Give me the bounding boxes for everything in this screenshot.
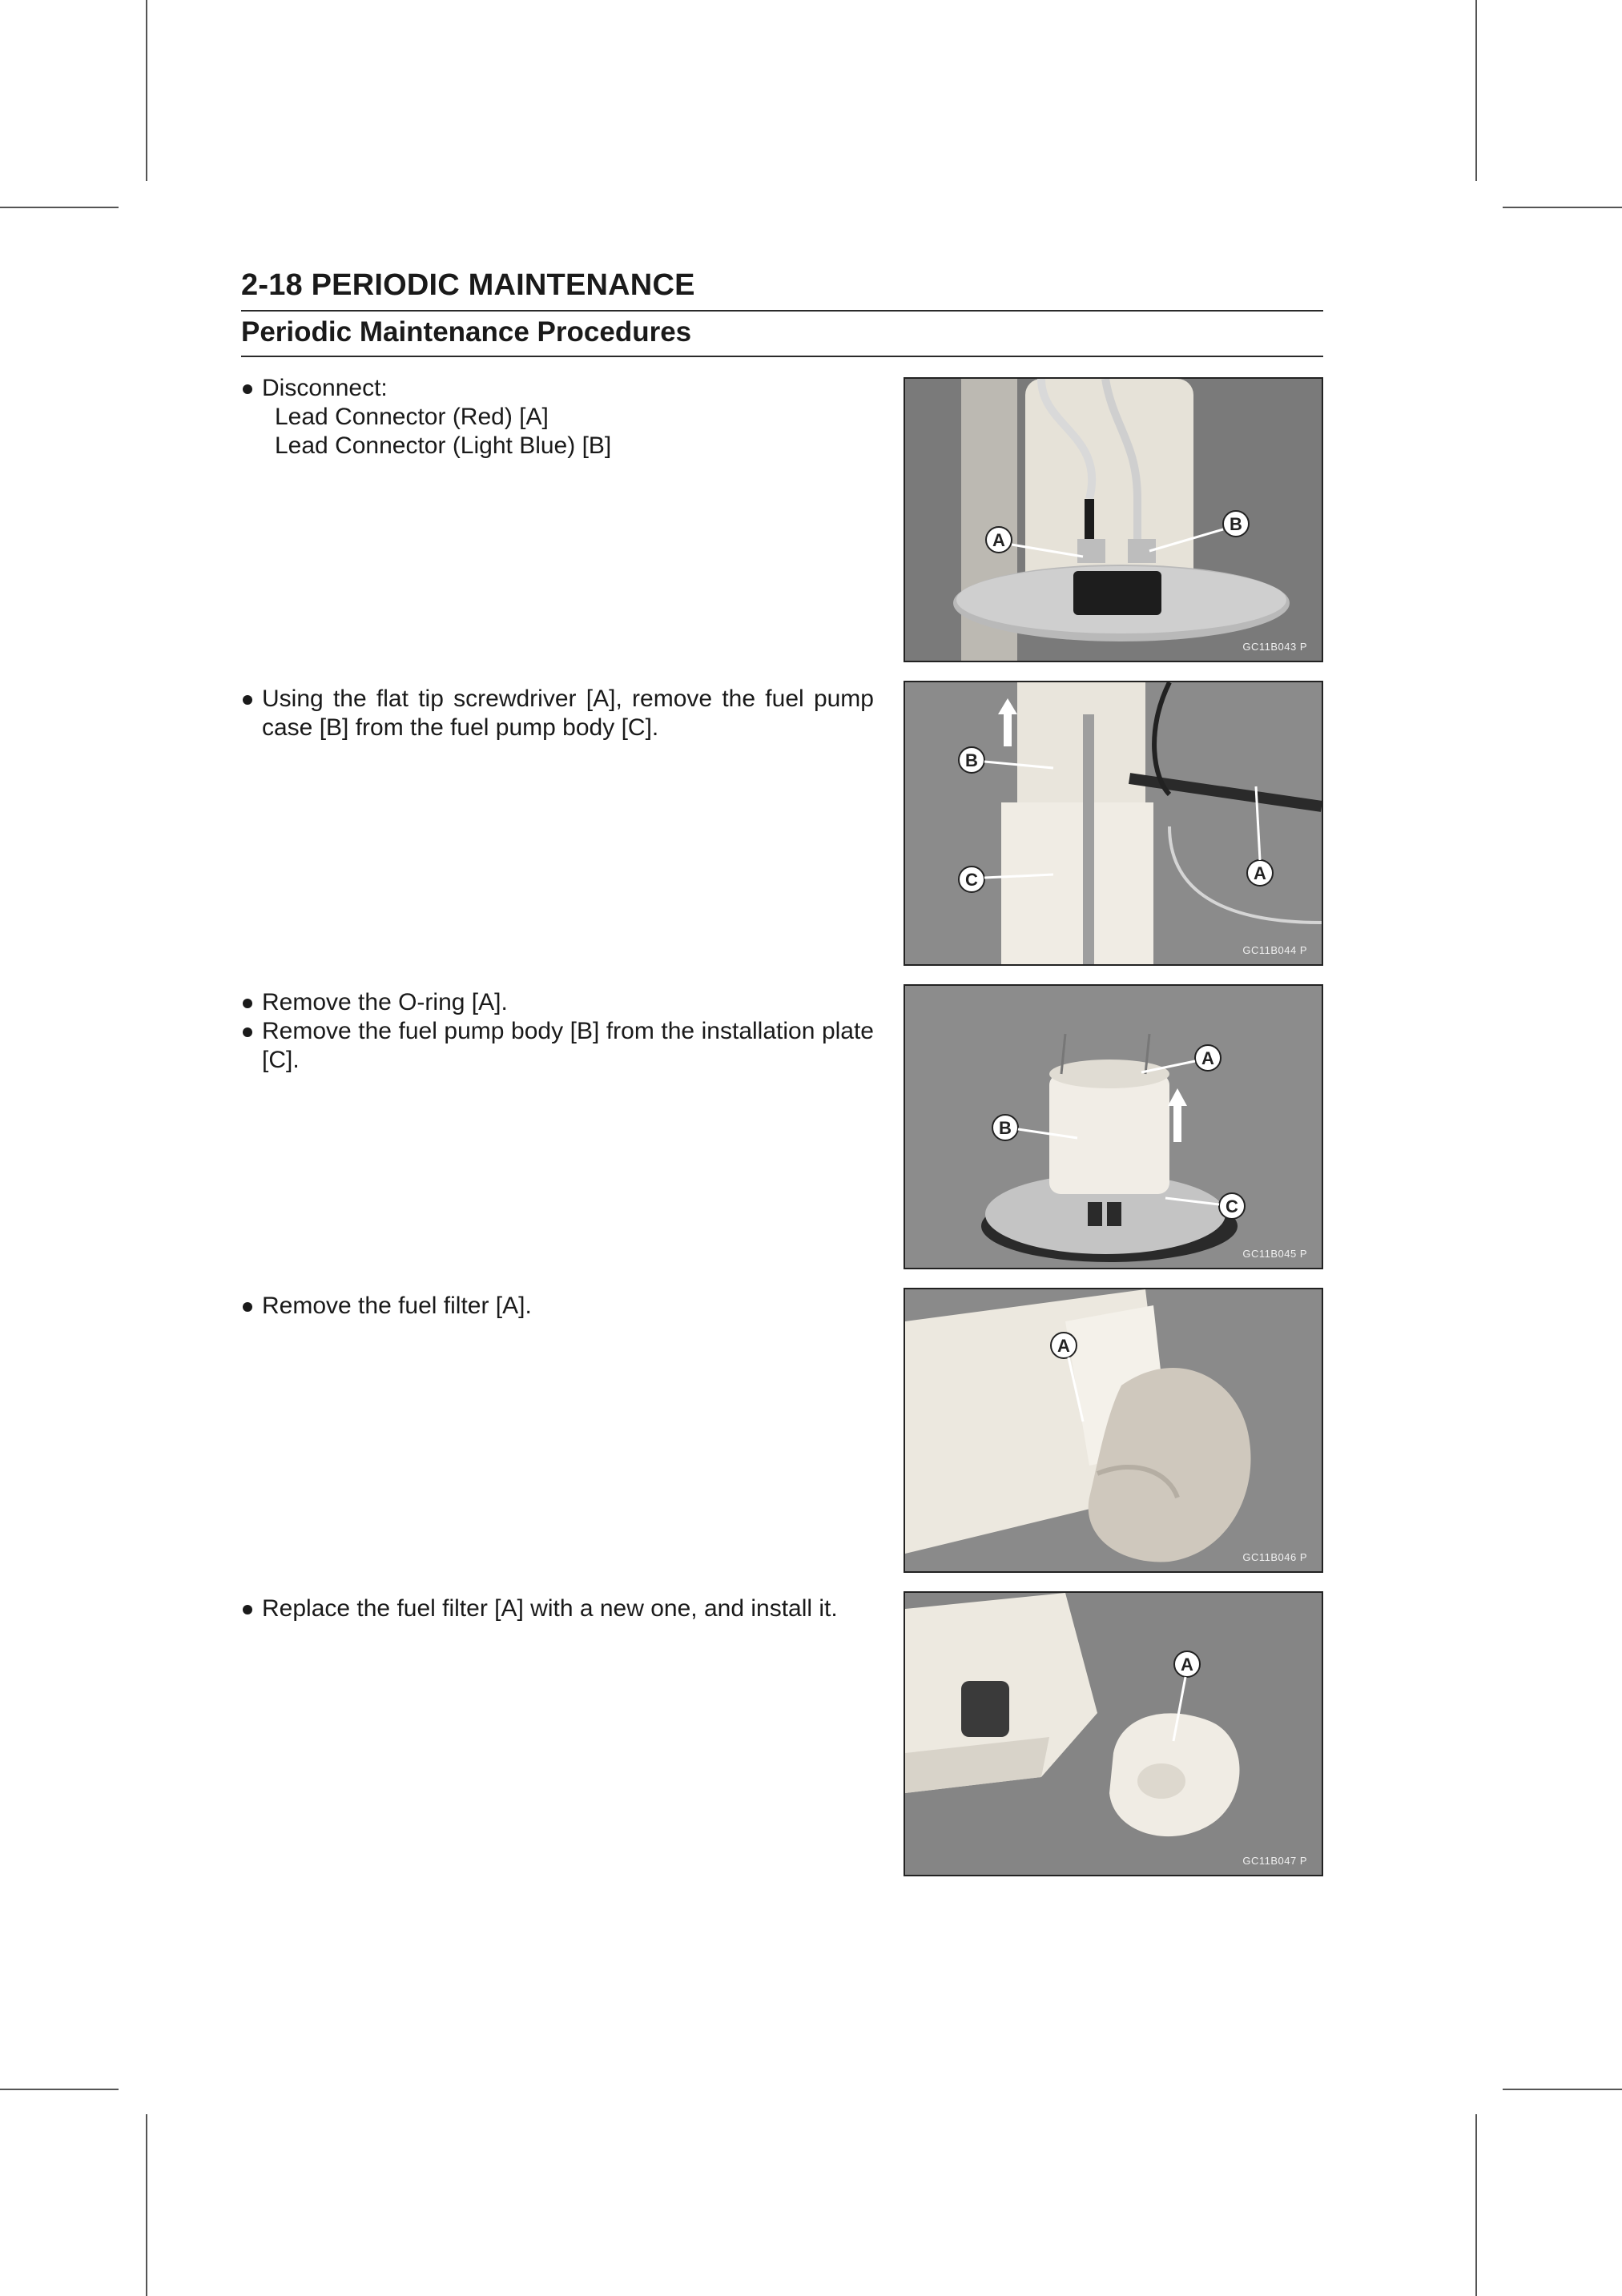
- step-remove-filter: [241, 1292, 874, 1321]
- crop-mark: [1475, 2114, 1477, 2296]
- figure-code: GC11B043 P: [1242, 641, 1307, 653]
- crop-mark: [0, 207, 119, 208]
- crop-mark: [1503, 207, 1622, 208]
- step-disconnect: [241, 374, 874, 460]
- figure-code: GC11B044 P: [1242, 944, 1307, 956]
- crop-mark: [146, 0, 147, 181]
- callout-label-a: A: [1181, 1655, 1193, 1675]
- title-rule: [241, 310, 1323, 312]
- figure-photo: [905, 1289, 1322, 1571]
- section-title: Periodic Maintenance Procedures: [241, 316, 692, 348]
- figure-fuel-filter: [904, 1288, 1323, 1573]
- step-subline: Lead Connector (Light Blue) [B]: [275, 432, 612, 459]
- step-remove-case: [241, 685, 874, 742]
- callout-label-a: A: [1057, 1336, 1070, 1356]
- figure-code: GC11B045 P: [1242, 1248, 1307, 1260]
- crop-mark: [146, 2114, 147, 2296]
- figure-pump-case: [904, 681, 1323, 966]
- step-replace-filter: [241, 1594, 874, 1623]
- figure-photo: [905, 682, 1322, 964]
- callout-label-c: C: [965, 870, 978, 890]
- figure-lead-connectors: [904, 377, 1323, 662]
- figure-code: GC11B047 P: [1242, 1855, 1307, 1867]
- step-text: Replace the fuel filter [A] with a new one, and install it.: [241, 1594, 874, 1623]
- step-text: Disconnect:: [241, 374, 874, 403]
- step-text: Using the flat tip screwdriver [A], remove the fuel pump case [B] from the fuel pump body [C].: [241, 685, 874, 742]
- crop-mark: [1475, 0, 1477, 181]
- step-text: Remove the O-ring [A].: [241, 988, 874, 1017]
- figure-code: GC11B046 P: [1242, 1551, 1307, 1563]
- crop-mark: [1503, 2089, 1622, 2090]
- figure-new-filter: [904, 1591, 1323, 1876]
- callout-label-b: B: [965, 750, 978, 770]
- callout-label-a: A: [992, 530, 1005, 550]
- callout-label-b: B: [1230, 514, 1242, 534]
- section-rule: [241, 356, 1323, 357]
- callout-label-a: A: [1254, 863, 1266, 883]
- page-title: 2-18 PERIODIC MAINTENANCE: [241, 268, 695, 302]
- step-text: Remove the fuel pump body [B] from the installation plate [C].: [241, 1017, 874, 1075]
- crop-mark: [0, 2089, 119, 2090]
- callout-label-c: C: [1226, 1196, 1238, 1216]
- callout-label-b: B: [999, 1118, 1012, 1138]
- figure-photo: [905, 986, 1322, 1268]
- step-text: Remove the fuel filter [A].: [241, 1292, 874, 1321]
- figure-pump-body: [904, 984, 1323, 1269]
- callout-label-a: A: [1201, 1048, 1214, 1068]
- step-subline: Lead Connector (Red) [A]: [275, 404, 549, 430]
- figure-photo: [905, 379, 1322, 661]
- step-remove-body: [241, 988, 874, 1075]
- figure-photo: [905, 1593, 1322, 1875]
